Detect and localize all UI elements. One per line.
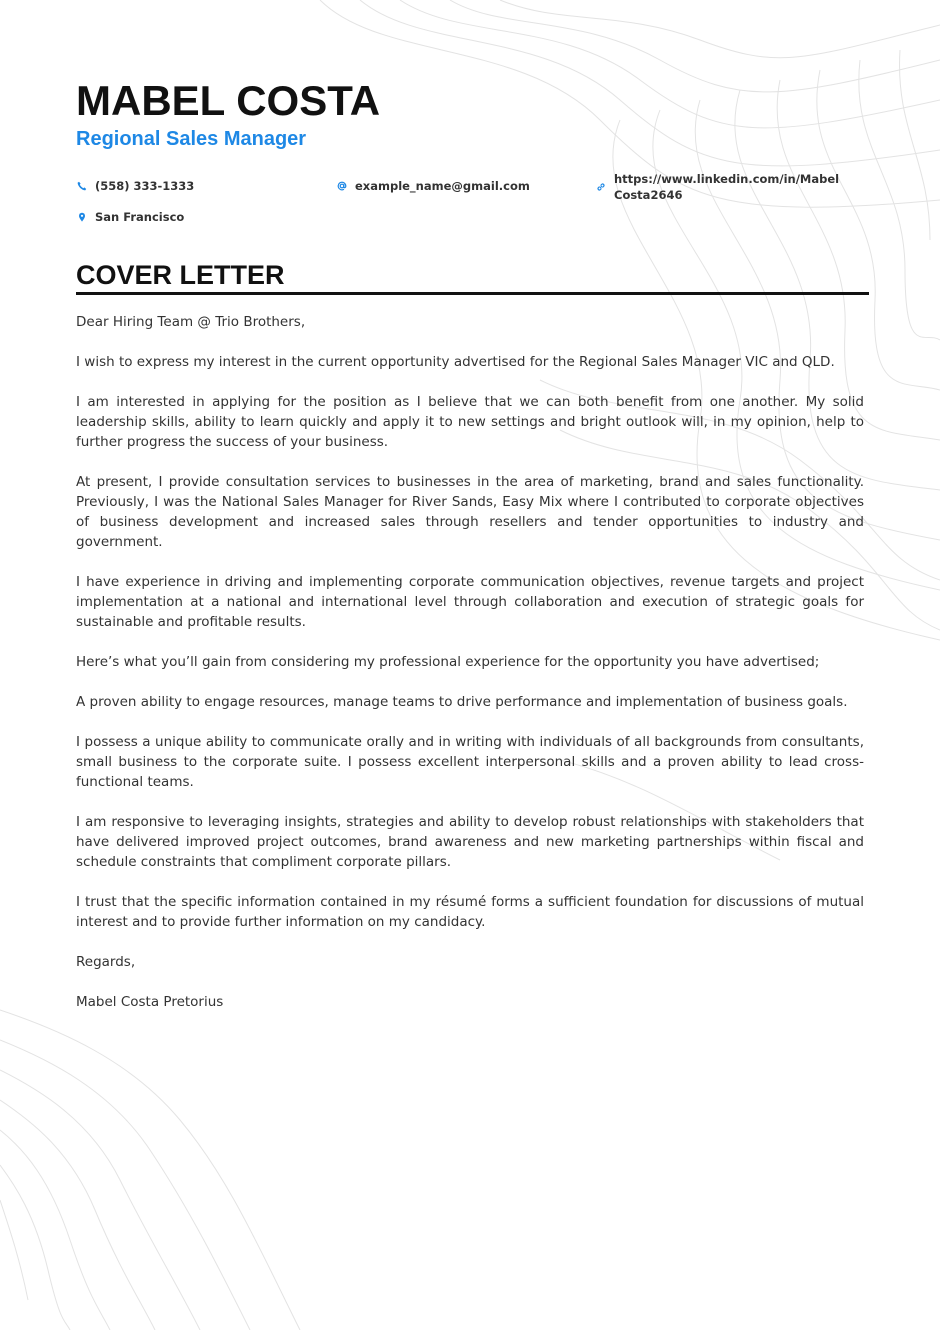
letter-paragraph: At present, I provide consultation services to businesses in the area of marketing, brand and sales functionality. Previously, I was the National Sales Manager for River Sands, Easy Mix where I contributed to corporate objectives of business development and increased sales through resellers and tender opportunities to industry and government. <box>76 474 864 550</box>
candidate-title: Regional Sales Manager <box>76 128 307 150</box>
letter-paragraph: I trust that the specific information contained in my résumé forms a sufficient foundation for discussions of mutual interest and to provide further information on my candidacy. <box>76 894 864 930</box>
section-title-cover-letter: COVER LETTER <box>76 258 869 295</box>
at-sign-icon <box>336 178 348 194</box>
contact-location <box>76 209 184 225</box>
link-icon <box>595 179 607 195</box>
letter-signature: Mabel Costa Pretorius <box>76 994 224 1010</box>
location-text: San Francisco <box>95 210 185 224</box>
contact-linkedin <box>595 171 845 203</box>
letter-paragraph: A proven ability to engage resources, manage teams to drive performance and implementation of business goals. <box>76 694 848 710</box>
phone-number: (558) 333-1333 <box>95 179 195 193</box>
map-pin-icon <box>76 209 88 225</box>
letter-paragraph: I am responsive to leveraging insights, strategies and ability to develop robust relationships with stakeholders that have delivered improved project outcomes, brand awareness and new marketing partnerships within fiscal and schedule constraints that compliment corporate pillars. <box>76 814 864 870</box>
email-address[interactable]: example_name@gmail.com <box>355 179 530 193</box>
letter-paragraph: Here’s what you’ll gain from considering my professional experience for the opportunity you have advertised; <box>76 654 820 670</box>
letter-salutation: Dear Hiring Team @ Trio Brothers, <box>76 314 306 330</box>
candidate-name: MABEL COSTA <box>76 77 381 124</box>
phone-icon <box>76 178 88 194</box>
linkedin-url[interactable]: https://www.linkedin.com/in/MabelCosta2646 <box>614 172 840 202</box>
letter-paragraph: I am interested in applying for the position as I believe that we can both benefit from one another. My solid leadership skills, ability to learn quickly and apply it to new settings and bright outlook will, in my opinion, help to further progress the success of your business. <box>76 394 864 450</box>
contact-email <box>336 178 530 194</box>
letter-paragraph: I wish to express my interest in the current opportunity advertised for the Regional Sales Manager VIC and QLD. <box>76 354 835 370</box>
letter-closing: Regards, <box>76 954 136 970</box>
letter-paragraph: I possess a unique ability to communicate orally and in writing with individuals of all backgrounds from consultants, small business to the corporate suite. I possess excellent interpersonal skills and a proven ability to lead cross-functional teams. <box>76 734 864 790</box>
letter-paragraph: I have experience in driving and implementing corporate communication objectives, revenue targets and project implementation at a national and international level through collaboration and execution of strategic goals for sustainable and profitable results. <box>76 574 864 630</box>
letter-body <box>76 312 864 1032</box>
contact-phone <box>76 178 194 194</box>
